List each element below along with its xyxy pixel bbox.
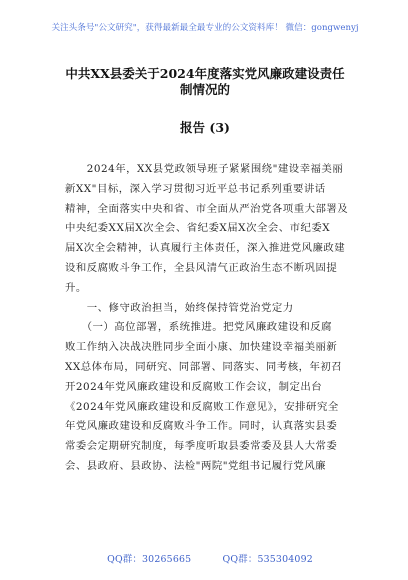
document-title-continued: 报告 (3) [180, 120, 230, 135]
text-line: 会、县政府、县政协、法检"两院"党组书记履行党风廉 [65, 459, 327, 472]
document-title: 中共XX县委关于2024年度落实党风廉政建设责任制情况的 [65, 66, 345, 97]
text-line: 常委会定期研究制度，每季度听取县委常委及县人大常委 [65, 440, 338, 453]
text-line: XX总体布局，同研究、同部署、同落实、同考核，年初召 [65, 360, 343, 373]
document-body [65, 160, 351, 477]
text-line: 年党风廉政建设和反腐败斗争工作。同时，认真落实县委 [65, 420, 338, 433]
text-line: 届X次全会精神，认真履行主体责任，深入推进党风廉政建 [65, 242, 346, 255]
text-line: 升。 [65, 281, 87, 294]
text-line: 中央纪委XX届X次全会、省纪委X届X次全会、市纪委X [65, 222, 331, 235]
header-banner: 关注头条号"公文研究"，获得最新最全最专业的公文资料库！ 微信：gongwenyj [51, 23, 359, 33]
qq-group-2: QQ群：535304092 [222, 554, 313, 565]
text-line: 设和反腐败斗争工作，全县风清气正政治生态不断巩固提 [65, 261, 338, 274]
text-line: （一）高位部署，系统推进。把党风廉政建设和反腐 [65, 321, 333, 334]
text-line: 2024年，XX县党政领导班子紧紧围绕"建设幸福美丽 [65, 163, 344, 175]
text-line: 败工作纳入决战决胜同步全面小康、加快建设幸福美丽新 [65, 341, 338, 354]
paragraph-intro [65, 160, 351, 299]
text-line: 开2024年党风廉政建设和反腐败工作会议，制定出台 [65, 380, 323, 393]
text-line: 《2024年党风廉政建设和反腐败工作意见》，安排研究全 [65, 400, 339, 413]
paragraph-section-1 [65, 318, 351, 476]
heading-line: 一、修守政治担当，始终保持管党治党定力 [65, 301, 294, 314]
text-line: 精神，全面落实中央和省、市全面从严治党各项重大部署及 [65, 202, 349, 215]
text-line: 新XX"目标，深入学习贯彻习近平总书记系列重要讲话 [65, 182, 326, 195]
section-heading [65, 299, 351, 319]
qq-group-1: QQ群：30265665 [107, 554, 192, 565]
footer-contact [60, 554, 360, 566]
